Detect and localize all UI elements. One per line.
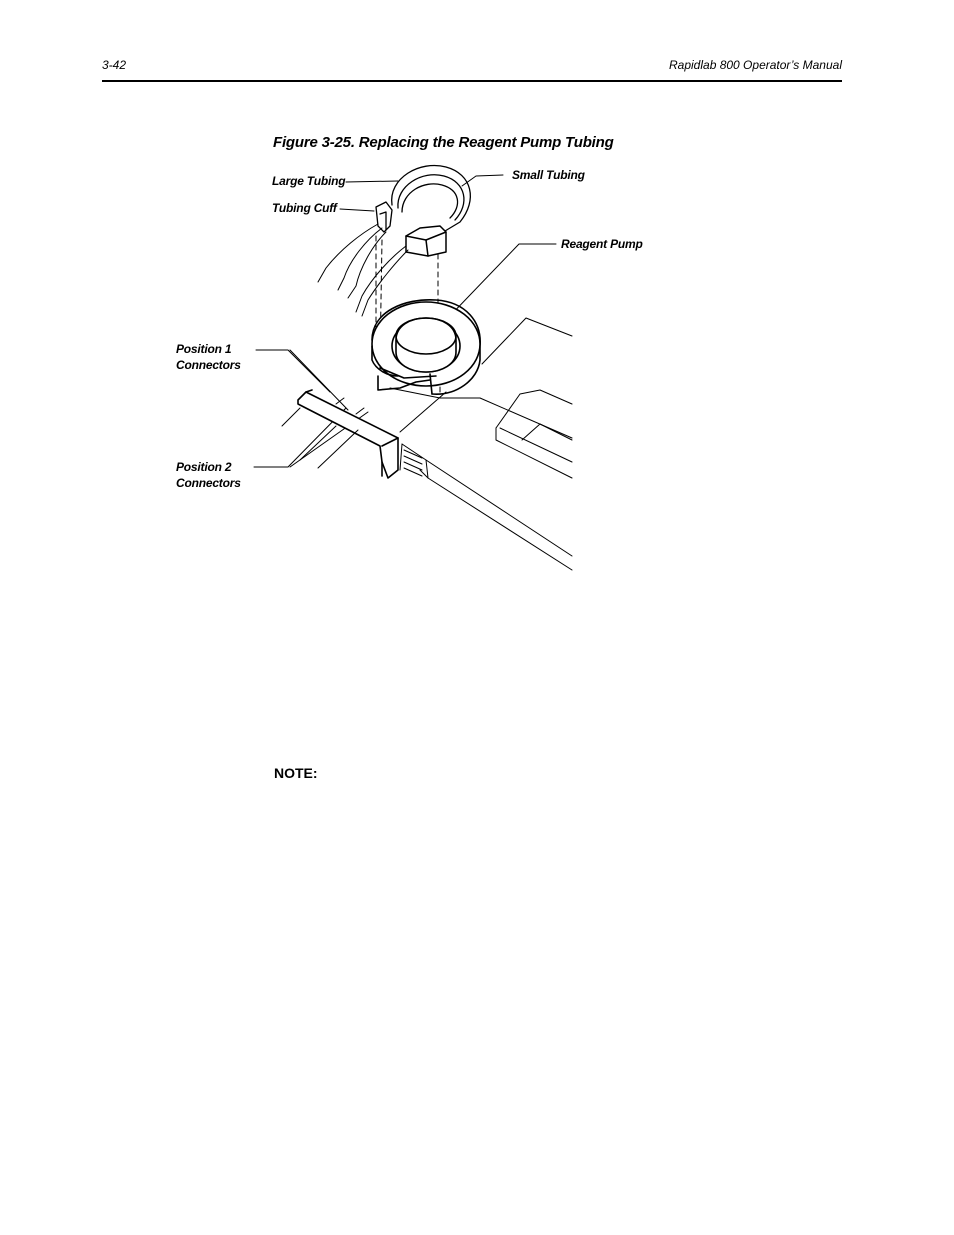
connector-block (298, 390, 398, 478)
callout-position-2-line2: Connectors (176, 476, 241, 490)
callout-tubing-cuff: Tubing Cuff (272, 201, 337, 215)
callout-large-tubing: Large Tubing (272, 174, 346, 188)
leader-large-tubing (346, 181, 398, 182)
figure-caption: Figure 3-25. Replacing the Reagent Pump Tubing (273, 134, 614, 151)
tubing-loop (392, 165, 471, 234)
leader-tubing-cuff (340, 209, 374, 211)
page-number: 3-42 (102, 58, 127, 72)
reagent-pump-illustration (0, 0, 954, 600)
callout-position-1-line1: Position 1 (176, 342, 232, 356)
leader-position-1 (256, 350, 330, 392)
reagent-pump (372, 300, 480, 394)
callout-reagent-pump: Reagent Pump (561, 237, 643, 251)
callout-small-tubing: Small Tubing (512, 168, 585, 182)
tubing-cuff-right (406, 226, 446, 256)
note-label: NOTE: (274, 765, 318, 781)
tubing-strands (318, 224, 408, 316)
callout-position-2-line1: Position 2 (176, 460, 232, 474)
running-title: Rapidlab 800 Operator’s Manual (669, 58, 842, 72)
tubing-cuff-left (376, 202, 392, 232)
callout-position-1-line2: Connectors (176, 358, 241, 372)
